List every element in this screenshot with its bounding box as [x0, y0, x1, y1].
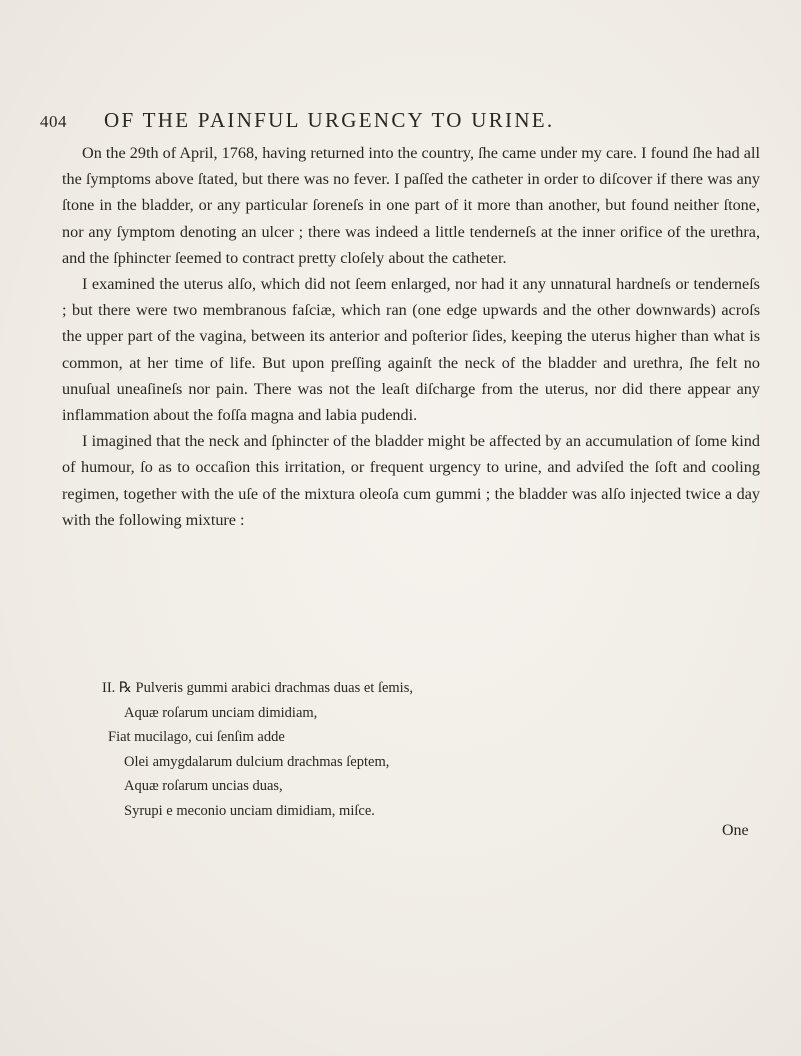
paragraph-treatment: I imagined that the neck and ſphincter of the bladder might be affected by an accumulation of ſome kind of humour, ſo as to occaſion this irritation, or frequent urgency to urine, and adviſed the ſoft and cooling regimen, together with the uſe of the mixtura oleoſa cum gummi ; the bladder was alſo injected twice a day with the following mixture : [62, 432, 760, 529]
prescription-block [62, 676, 760, 823]
page-number: 404 [40, 112, 67, 131]
running-head: OF THE PAINFUL URGENCY TO URINE. [104, 108, 555, 132]
prescription-line: II. ℞ Pulveris gummi arabici drachmas duas et ſemis, [102, 680, 413, 696]
prescription-line: Fiat mucilago, cui ſenſim adde [108, 729, 285, 745]
body-text [62, 140, 760, 533]
prescription-line: Syrupi e meconio unciam dimidiam, miſce. [124, 802, 375, 819]
prescription-line: Aquæ roſarum uncias duas, [124, 778, 283, 794]
prescription-line: Aquæ roſarum unciam dimidiam, [124, 704, 318, 721]
paragraph-case-history: On the 29th of April, 1768, having returned into the country, ſhe came under my care. I found ſhe had all the ſymptoms above ſtated, but there was no fever. I paſſed the catheter in order to diſcover if there was any ſtone in the bladder, or any particular ſoreneſs in one part of it more than another, but found neither ſtone, nor any ſymptom denoting an ulcer ; there was indeed a little tenderneſs at the inner orifice of the urethra, and the ſphincter ſeemed to contract pretty cloſely about the catheter. [62, 144, 760, 267]
catchword: One [722, 822, 749, 839]
page-header [40, 108, 760, 138]
prescription-line: Olei amygdalarum dulcium drachmas ſeptem, [124, 753, 390, 770]
paragraph-examination: I examined the uterus alſo, which did not ſeem enlarged, nor had it any unnatural hardneſs or tenderneſs ; but there were two membranous faſciæ, which ran (one edge upwards and the other downwards) acroſs the upper part of the vagina, between its anterior and poſterior ſides, keeping the uterus higher than what is common, at her time of life. But upon preſſing againſt the neck of the bladder and urethra, ſhe felt no unuſual uneaſineſs nor pain. There was not the leaſt diſcharge from the uterus, nor did there appear any inflammation about the foſſa magna and labia pudendi. [62, 275, 760, 425]
